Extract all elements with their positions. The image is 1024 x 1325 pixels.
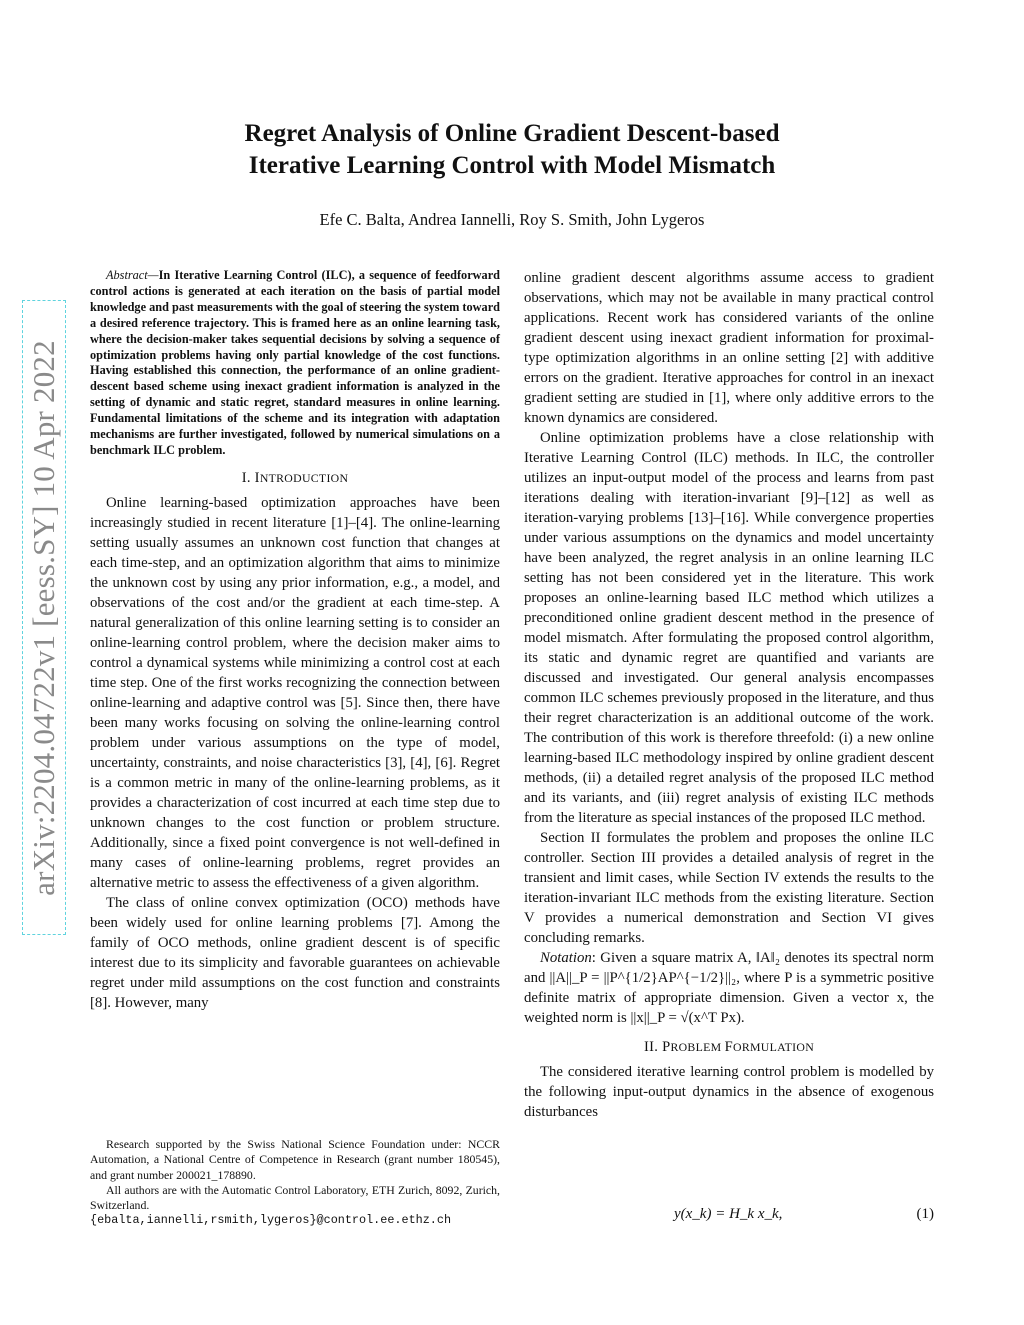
arxiv-identifier-stamp[interactable] [22, 300, 66, 935]
title-line-1: Regret Analysis of Online Gradient Descent-based [244, 120, 780, 147]
problem-paragraph-1: The considered iterative learning control problem is modelled by the following input-output dynamics in the absence of exogenous disturbances [524, 1064, 934, 1120]
abstract [90, 268, 500, 459]
section-heading-introduction: I. INTRODUCTION [241, 469, 349, 486]
equation-body: y(x_k) = H_k x_k, [674, 1206, 783, 1222]
arxiv-identifier-text: arXiv:2204.04722v1 [eess.SY] 10 Apr 2022 [26, 339, 61, 896]
right-paragraph-2: Online optimization problems have a close relationship with Iterative Learning Control (ILC) methods. In ILC, the controller utilizes an input-output model of the process and learns from past iterations dealing with iteration-invariant [9]–[12] as well as iteration-varying problems [13]–[16]. While convergence properties under various assumptions on the dynamics and model uncertainty have been analyzed, the regret analysis in an online learning ILC setting has not been considered yet in the literature. This work proposes an online-learning based ILC method which utilizes a preconditioned online gradient descent method in the presence of model mismatch. After formulating the proposed control algorithm, its static and dynamic regret are quantified and variants are discussed and investigated. Our general analysis encompasses common ILC schemes previously proposed in the literature, and thus their regret characterization is an additional outcome of the work. The contribution of this work is therefore threefold: (i) a new online learning-based ILC methodology inspired by online gradient descent methods, (ii) a detailed regret analysis of the proposed ILC method and its variants, and (iii) regret analysis of existing ILC methods from the literature as special instances of the proposed ILC method. [524, 430, 934, 826]
abstract-text: In Iterative Learning Control (ILC), a sequence of feedforward control actions is generated at each iteration on the basis of partial model knowledge and past measurements with the goal of steering the system toward a desired reference trajectory. This is framed here as an online learning task, where the decision-maker takes sequential decisions by solving a sequence of optimization problems having only partial knowledge of the cost functions. Having established this connection, the performance of an online gradient-descent based scheme using inexact gradient information is analyzed in the setting of dynamic and static regret, standard measures in online learning. Fundamental limitations of the scheme and its integration with adaptation mechanisms are further investigated, followed by numerical simulations on a benchmark ILC problem. [90, 268, 500, 457]
equation-number: (1) [916, 1206, 934, 1222]
right-paragraph-1: online gradient descent algorithms assume access to gradient observations, which may not be available in many practical control applications. Recent work has considered variants of the online gradient descent using inexact gradient information for proximal-type optimization algorithms in an online setting [2] with additive errors on the gradient. Iterative approaches for control in an inexact gradient setting are studied in [1], where only additive errors to the known dynamics are considered. [524, 270, 934, 426]
footnote-emails: {ebalta,iannelli,rsmith,lygeros}@control.ee.ethz.ch [90, 1213, 452, 1228]
intro-paragraph-2: The class of online convex optimization (OCO) methods have been widely used for online learning problems [7]. Among the family of OCO methods, online gradient descent is of specific interest due to its simplicity and favorable guarantees on achievable regret under mild assumptions on the cost function and constraints [8]. However, many [90, 894, 500, 1011]
section-heading-problem-formulation: II. PROBLEM FORMULATION [643, 1039, 815, 1055]
notation-paragraph [524, 948, 934, 1028]
footnote [90, 1137, 500, 1229]
left-column [90, 268, 500, 1013]
notation-label: Notation [540, 950, 592, 966]
author-list: Efe C. Balta, Andrea Iannelli, Roy S. Smith, John Lygeros [319, 210, 705, 229]
right-paragraph-3: Section II formulates the problem and proposes the online ILC controller. Section III provides a detailed analysis of regret in the transient and limit cases, while Section IV extends the results to the iteration-invariant ILC methods from the existing literature. Section V provides a numerical demonstration and Section VI gives concluding remarks. [524, 830, 934, 946]
paper-title [0, 118, 1024, 182]
footnote-affiliation: All authors are with the Automatic Control Laboratory, ETH Zurich, 8092, Zurich, Switzerland. [90, 1182, 500, 1213]
footnote-funding: Research supported by the Swiss National Science Foundation under: NCCR Automation, a National Centre of Competence in Research (grant number 180545), and grant number 200021_178890. [90, 1137, 500, 1182]
notation-text: : Given a square matrix A, ‖A‖₂ denotes its spectral norm and ||A||_P = ||P^{1/2}AP^{−1/2}||₂, where P is a symmetric positive definite matrix of appropriate dimension. Given a vector x, the weighted norm is ||x||_P = √(x^T Px). [524, 950, 934, 1026]
abstract-lead: Abstract— [106, 268, 159, 282]
right-column [524, 268, 934, 1122]
intro-paragraph-1: Online learning-based optimization approaches have been increasingly studied in recent literature [1]–[4]. The online-learning setting usually assumes an unknown cost function that changes at each time-step, and an optimization algorithm that aims to minimize the unknown cost by using any prior information, e.g., a model, and observations of the cost and/or the gradient at each time-step. A natural generalization of this online learning setting is to consider an online-learning control problem, where the decision maker aims to control a dynamical systems while minimizing a control cost at each time step. One of the first works recognizing the connection between online-learning and adaptive control was [5]. Since then, there have been many works focusing on solving the online-learning control problem under various assumptions on the type of model, uncertainty, constraints, and noise characteristics [3], [4], [6]. Regret is a common metric in many of the online-learning problems, as it provides a characterization of cost incurred at each time step due to unknown changes to the cost function or problem structure. Additionally, since a fixed point convergence is not well-defined in many cases of online-learning problems, regret provides an alternative metric to assess the effectiveness of a given algorithm. [90, 494, 500, 891]
title-line-2: Iterative Learning Control with Model Mismatch [248, 152, 776, 179]
